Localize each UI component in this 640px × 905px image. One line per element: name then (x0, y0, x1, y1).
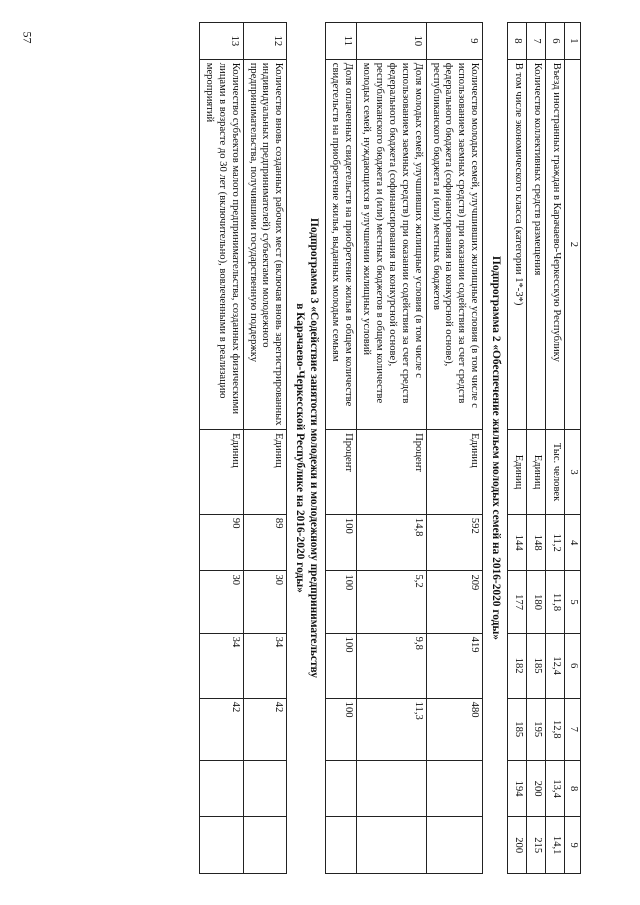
col-header: 5 (565, 571, 581, 633)
col-header: 6 (565, 633, 581, 698)
table-row (357, 23, 427, 874)
value-cell (426, 760, 483, 817)
unit-cell: Тыс. человек (546, 430, 565, 515)
value-cell: 12,4 (546, 633, 565, 698)
value-cell: 194 (508, 760, 527, 817)
table-row (199, 23, 243, 874)
col-header: 2 (565, 59, 581, 429)
value-cell: 148 (527, 514, 546, 571)
table-row (508, 23, 527, 874)
value-cell (357, 817, 427, 874)
indicators-table (199, 22, 581, 874)
unit-cell: Процент (357, 430, 427, 515)
value-cell: 14,1 (546, 817, 565, 874)
col-header: 4 (565, 514, 581, 571)
value-cell (326, 817, 357, 874)
value-cell: 185 (508, 698, 527, 760)
section-row (287, 23, 326, 874)
value-cell (199, 817, 243, 874)
value-cell (326, 760, 357, 817)
value-cell: 215 (527, 817, 546, 874)
value-cell: 100 (326, 633, 357, 698)
indicator-name: Количество коллективных средств размещения (527, 59, 546, 429)
value-cell: 11,8 (546, 571, 565, 633)
value-cell: 11,3 (357, 698, 427, 760)
value-cell: 200 (527, 760, 546, 817)
value-cell: 177 (508, 571, 527, 633)
value-cell: 195 (527, 698, 546, 760)
subprogram-3-title-line1: Подпрограмма 3 «Содействие занятости молодежи и молодежному предпринимательству (308, 218, 321, 678)
indicator-name: В том числе экономического класса (категории 1*-3*) (508, 59, 527, 429)
row-number: 6 (546, 23, 565, 60)
value-cell: 592 (426, 514, 483, 571)
row-number: 12 (243, 23, 287, 60)
subprogram-3-title (287, 23, 326, 874)
row-number: 13 (199, 23, 243, 60)
indicator-name: Количество молодых семей, улучшивших жилищные условия (в том числе с использованием заемных средств) при оказании содействия за счет средств федерального бюджета (софинансирования на конкурсной основе), республиканского бюджета и (или) местных бюджетов (426, 59, 483, 429)
indicator-name: Въезд иностранных граждан в Карачаево-Черкесскую Республику (546, 59, 565, 429)
col-header: 1 (565, 23, 581, 60)
unit-cell: Единиц (426, 430, 483, 515)
unit-cell: Единиц (508, 430, 527, 515)
value-cell: 180 (527, 571, 546, 633)
page-number: 57 (20, 31, 35, 44)
unit-cell: Единиц (527, 430, 546, 515)
value-cell: 182 (508, 633, 527, 698)
value-cell: 200 (508, 817, 527, 874)
value-cell: 9,8 (357, 633, 427, 698)
value-cell: 100 (326, 698, 357, 760)
row-number: 9 (426, 23, 483, 60)
value-cell: 13,4 (546, 760, 565, 817)
value-cell (243, 817, 287, 874)
value-cell: 42 (243, 698, 287, 760)
value-cell: 144 (508, 514, 527, 571)
value-cell: 89 (243, 514, 287, 571)
value-cell: 14,8 (357, 514, 427, 571)
row-number: 7 (527, 23, 546, 60)
value-cell: 209 (426, 571, 483, 633)
table-row (546, 23, 565, 874)
value-cell: 480 (426, 698, 483, 760)
col-header: 3 (565, 430, 581, 515)
value-cell: 30 (199, 571, 243, 633)
table-row (426, 23, 483, 874)
value-cell: 419 (426, 633, 483, 698)
value-cell (357, 760, 427, 817)
unit-cell: Единиц (199, 430, 243, 515)
subprogram-3-title-line2: в Карачаево-Черкесской Республике на 2016-2020 годы» (294, 303, 307, 593)
indicator-name: Доля оплаченных свидетельств на приобретение жилья в общем количестве свидетельств на приобретение жилья, выданных молодым семьям (326, 59, 357, 429)
value-cell: 5,2 (357, 571, 427, 633)
row-number: 8 (508, 23, 527, 60)
value-cell: 34 (199, 633, 243, 698)
table-row (243, 23, 287, 874)
row-number: 10 (357, 23, 427, 60)
indicator-name: Количество вновь созданных рабочих мест (включая вновь зарегистрированных индивидуальных предпринимателей) субъектами молодежного предпринимательства, получившими государственную поддержку (243, 59, 287, 429)
value-cell (243, 760, 287, 817)
header-row (565, 23, 581, 874)
value-cell: 30 (243, 571, 287, 633)
value-cell (199, 760, 243, 817)
col-header: 9 (565, 817, 581, 874)
value-cell: 42 (199, 698, 243, 760)
value-cell: 34 (243, 633, 287, 698)
value-cell: 100 (326, 514, 357, 571)
value-cell: 90 (199, 514, 243, 571)
col-header: 7 (565, 698, 581, 760)
value-cell: 12,8 (546, 698, 565, 760)
table-row (527, 23, 546, 874)
indicator-name: Доля молодых семей, улучшивших жилищные условия (в том числе с использованием заемных средств) при оказании содействия за счет средств федерального бюджета (софинансирования на конкурсной основе), республиканского бюджета и (или) местных бюджетов в общем количестве молодых семей, нуждающихся в улучшении жилищных условий (357, 59, 427, 429)
subprogram-2-title: Подпрограмма 2 «Обеспечение жильем молодых семей на 2016-2020 годы» (483, 23, 508, 874)
value-cell: 100 (326, 571, 357, 633)
col-header: 8 (565, 760, 581, 817)
unit-cell: Единиц (243, 430, 287, 515)
value-cell: 185 (527, 633, 546, 698)
section-row (483, 23, 508, 874)
indicator-name: Количество субъектов малого предпринимательства, созданных физическими лицами в возрасте до 30 лет (включительно), вовлеченными в реализацию мероприятий (199, 59, 243, 429)
value-cell (426, 817, 483, 874)
unit-cell: Процент (326, 430, 357, 515)
table-row (326, 23, 357, 874)
row-number: 11 (326, 23, 357, 60)
value-cell: 11,2 (546, 514, 565, 571)
